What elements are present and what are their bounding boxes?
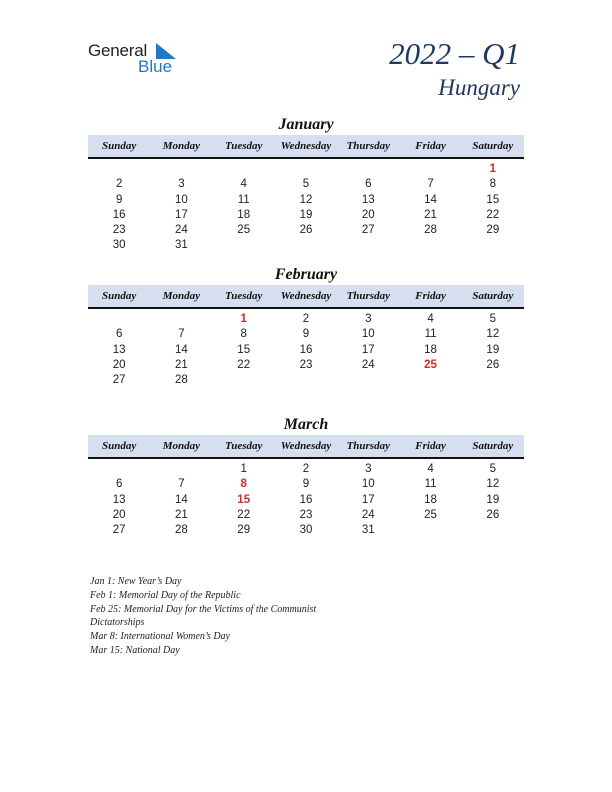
weeks-grid [88,459,524,538]
day-cell [275,162,337,177]
day-cell: 19 [486,493,500,506]
day-cell: 7 [178,478,185,491]
day-cell: 26 [486,358,500,371]
day-cell: 1 [240,463,247,475]
day-cell [399,238,461,253]
day-cell: 8 [489,178,497,191]
week-row [88,327,524,342]
day-cell: 6 [115,328,123,341]
day-cell: 5 [489,463,497,475]
weekday-label: Sunday [102,440,137,452]
holiday-note: Jan 1: New Year’s Day [90,576,182,587]
week-row [88,208,524,223]
week-row [88,477,524,492]
day-cell: 20 [112,358,126,371]
weeks-grid [88,309,524,388]
day-cell: 10 [175,193,188,206]
day-cell: 11 [424,328,437,341]
week-row [88,177,524,192]
month-january [88,115,524,254]
day-cell: 13 [112,493,126,506]
day-cell: 7 [427,178,434,191]
day-cell: 20 [112,508,126,521]
day-cell: 26 [486,508,500,521]
day-cell: 5 [302,178,310,191]
day-cell: 19 [299,208,313,221]
day-cell: 14 [175,493,188,506]
day-cell [399,373,461,388]
day-cell [213,373,275,388]
day-cell: 8 [240,328,247,341]
day-cell: 18 [424,493,437,506]
weekday-label: Monday [162,440,201,452]
day-cell: 11 [237,193,250,206]
week-row [88,358,524,373]
day-cell: 11 [424,478,437,491]
day-cell: 31 [361,524,375,537]
weekday-label: Sunday [102,140,137,152]
holiday-notes [90,575,390,658]
weekday-label: Friday [415,290,446,302]
day-cell: 22 [237,358,251,371]
month-title: January [278,116,334,133]
day-cell [399,162,461,177]
holiday-note: Mar 8: International Women’s Day [90,631,230,643]
day-cell [150,312,212,327]
day-cell: 23 [112,224,126,237]
day-cell: 3 [365,463,372,475]
day-cell: 19 [486,343,500,356]
weekday-label: Tuesday [224,290,263,302]
day-cell [399,523,461,538]
holiday-note: Feb 25: Memorial Day for the Victims of the Communist [90,603,317,615]
day-cell: 28 [424,224,437,237]
day-cell: 4 [240,178,247,191]
day-cell: 7 [178,328,185,341]
day-cell [337,162,399,177]
day-cell: 15 [486,193,500,206]
week-row [88,508,524,523]
day-cell: 24 [361,358,375,371]
day-cell: 21 [175,508,188,521]
weeks-grid [88,159,524,254]
day-cell: 2 [302,313,310,325]
day-cell: 5 [489,313,497,325]
holiday-note: Feb 1: Memorial Day of the Republic [90,589,241,601]
month-title: March [283,416,329,433]
week-row [88,223,524,238]
day-cell: 9 [302,328,310,341]
page-title: 2022 – Q1 [389,36,520,71]
day-cell [275,373,337,388]
day-cell: 4 [427,313,434,325]
week-row [88,493,524,508]
day-cell: 26 [299,224,313,237]
day-cell: 10 [361,328,375,341]
holiday-note: Mar 15: National Day [90,644,180,656]
day-cell: 27 [361,224,375,237]
day-cell [88,312,150,327]
holiday-note: Dictatorships [90,617,145,629]
day-cell: 30 [112,239,126,252]
weekday-label: Monday [162,140,201,152]
day-cell: 22 [486,208,500,221]
weekday-header [88,135,524,159]
day-cell: 25 [424,508,437,521]
day-cell: 23 [299,508,313,521]
day-cell: 13 [112,343,126,356]
holiday-day-cell: 25 [424,358,437,371]
weekday-label: Saturday [472,140,514,152]
day-cell: 16 [112,208,126,221]
weekday-label: Tuesday [224,140,263,152]
day-cell [337,373,399,388]
country-name: Hungary [438,75,520,100]
holiday-day-cell: 8 [240,478,247,491]
day-cell: 2 [115,178,123,191]
logo-word-blue: Blue [138,57,173,76]
day-cell: 20 [361,208,375,221]
day-cell: 24 [175,224,188,237]
day-cell: 17 [175,208,188,221]
weekday-label: Sunday [102,290,137,302]
day-cell [462,373,524,388]
day-cell: 3 [178,178,185,191]
weekday-label: Tuesday [224,440,263,452]
week-row [88,373,524,388]
day-cell: 12 [486,478,500,491]
day-cell: 21 [175,358,188,371]
day-cell: 9 [302,478,310,491]
logo-word-general: General [88,41,148,60]
week-row [88,343,524,358]
weekday-label: Saturday [472,290,514,302]
week-row [88,312,524,327]
weekday-label: Thursday [346,290,390,302]
month-march [88,415,524,538]
day-cell: 28 [175,524,188,537]
weekday-header [88,435,524,459]
weekday-label: Thursday [346,440,390,452]
day-cell: 14 [175,343,188,356]
day-cell: 27 [112,524,126,537]
weekday-label: Friday [415,140,446,152]
week-row [88,523,524,538]
day-cell: 24 [361,508,375,521]
day-cell [462,238,524,253]
day-cell: 16 [299,343,313,356]
weekday-header [88,285,524,309]
day-cell: 28 [175,374,188,387]
holiday-day-cell: 15 [237,493,251,506]
day-cell [462,523,524,538]
day-cell: 3 [365,313,372,325]
day-cell: 6 [365,178,372,191]
week-row [88,238,524,253]
day-cell: 4 [427,463,434,475]
day-cell [150,462,212,477]
day-cell: 2 [302,463,310,475]
week-row [88,462,524,477]
day-cell: 17 [361,343,375,356]
day-cell: 18 [237,208,251,221]
day-cell: 13 [361,193,375,206]
day-cell: 14 [424,193,437,206]
day-cell: 25 [237,224,251,237]
holiday-day-cell: 1 [489,163,497,175]
day-cell: 31 [175,239,188,252]
weekday-label: Wednesday [280,290,332,302]
day-cell: 29 [486,224,500,237]
day-cell [213,162,275,177]
day-cell [337,238,399,253]
weekday-label: Monday [162,290,201,302]
day-cell: 22 [237,508,251,521]
month-title: February [274,266,338,283]
day-cell: 30 [299,524,313,537]
month-february [88,265,524,388]
day-cell: 12 [299,193,313,206]
day-cell [88,462,150,477]
day-cell: 17 [361,493,375,506]
day-cell [150,162,212,177]
day-cell [213,238,275,253]
day-cell: 23 [299,358,313,371]
weekday-label: Thursday [346,140,390,152]
day-cell: 12 [486,328,500,341]
day-cell: 18 [424,343,437,356]
day-cell: 29 [237,524,251,537]
day-cell: 10 [361,478,375,491]
day-cell: 6 [115,478,123,491]
day-cell [88,162,150,177]
day-cell: 15 [237,343,251,356]
weekday-label: Wednesday [280,440,332,452]
week-row [88,162,524,177]
day-cell: 9 [115,193,123,206]
holiday-day-cell: 1 [240,313,247,325]
day-cell: 27 [112,374,126,387]
day-cell [275,238,337,253]
weekday-label: Friday [415,440,446,452]
weekday-label: Wednesday [280,140,332,152]
day-cell: 21 [424,208,437,221]
day-cell: 16 [299,493,313,506]
weekday-label: Saturday [472,440,514,452]
week-row [88,193,524,208]
